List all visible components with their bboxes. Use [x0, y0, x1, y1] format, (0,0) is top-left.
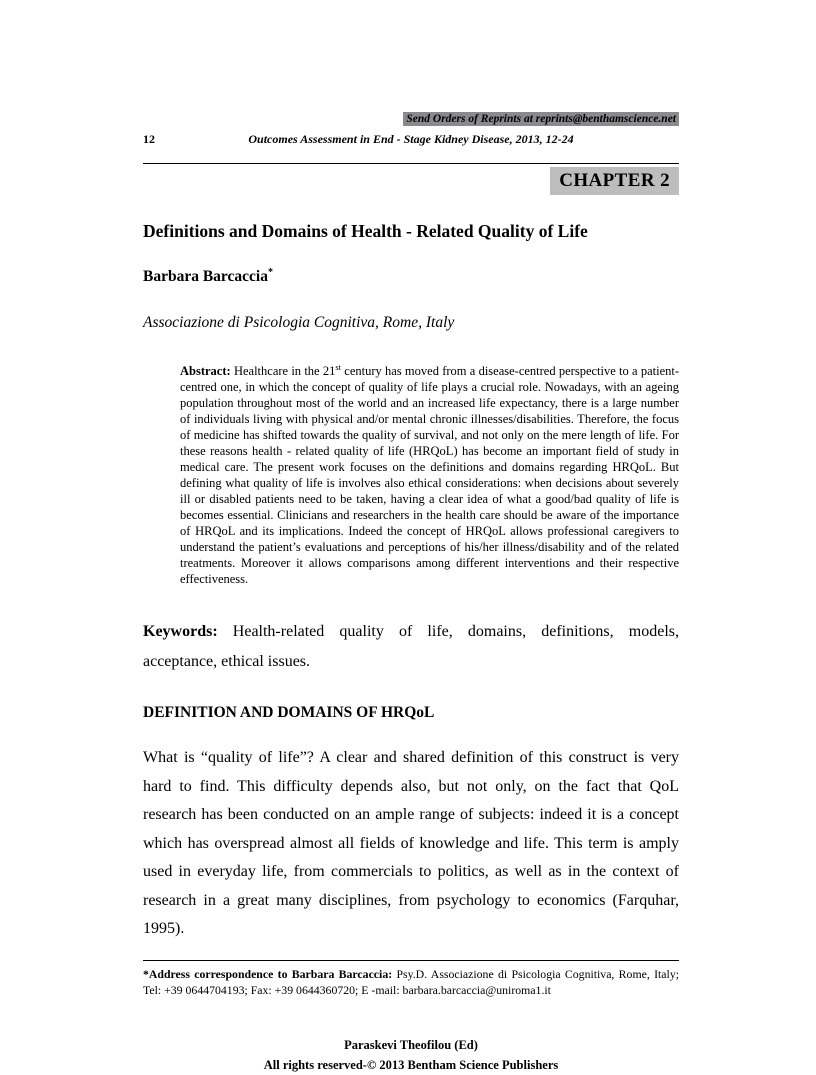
chapter-divider-rule [143, 163, 679, 164]
section-heading: DEFINITION AND DOMAINS OF HRQoL [143, 704, 435, 722]
keywords-label: Keywords: [143, 623, 218, 641]
running-head [143, 132, 679, 147]
footnote-label: *Address correspondence to Barbara Barcaccia: [143, 966, 393, 981]
rights-line: All rights reserved-© 2013 Bentham Science Publishers [263, 1057, 559, 1072]
abstract-label: Abstract: [180, 364, 231, 379]
author-line [143, 267, 679, 286]
publisher-footer [143, 1036, 679, 1075]
chapter-row [143, 167, 679, 195]
page-content [143, 0, 679, 1075]
page-number: 12 [143, 132, 155, 146]
footnote-text: Psy.D. Associazione di Psicologia Cognitiva, Rome, Italy; Tel: +39 0644704193; Fax: +39 0644360720; E -mail: barbara.barcaccia@uniroma1.it [143, 966, 679, 997]
body-paragraph: What is “quality of life”? A clear and shared definition of this construct is very hard to find. This difficulty depends also, but not only, on the fact that QoL research has been conducted on an ample range of subjects: indeed it is a concept which has overspread almost all fields of knowledge and life. This term is amply used in everyday life, from commercials to politics, as well as in the context of research in a great many disciplines, from psychology to economics (Farquhar, 1995). [143, 749, 679, 938]
reprint-notice: Send Orders of Reprints at reprints@benthamscience.net [403, 112, 679, 126]
keywords-text: Health-related quality of life, domains, definitions, models, acceptance, ethical issues. [143, 623, 679, 670]
author-name: Barbara Barcaccia [143, 268, 268, 286]
abstract-text-start: Healthcare in the 21 [233, 364, 336, 379]
author-affiliation: Associazione di Psicologia Cognitiva, Rome, Italy [143, 314, 455, 332]
abstract-block [180, 362, 679, 587]
editor-line: Paraskevi Theofilou (Ed) [344, 1038, 478, 1053]
abstract-text-rest: century has moved from a disease-centred perspective to a patient-centred one, in which the concept of quality of life plays a crucial role. Nowadays, with an ageing population throughout most of the world and an increased life expectancy, there is a large number of individuals living with physical and/or mental chronic illnesses/disabilities. Therefore, the focus of medicine has shifted towards the quality of survival, and not only on the mere length of life. For these reasons health - related quality of life (HRQoL) has become an important field of study in medical care. The present work focuses on the definitions and domains regarding HRQoL. But defining what quality of life is involves also ethical considerations: when decisions about severely ill or disabled patients need to be taken, having a clear idea of what a good/bad quality of life is becomes essential. Clinicians and researchers in the health care should be aware of the importance of HRQoL and its implications. Indeed the concept of HRQoL allows professional caregivers to understand the patient’s evaluations and perceptions of his/her illness/disability and of the related treatments. Moreover it allows comparisons among different interventions and their respective effectiveness. [180, 364, 679, 587]
ordinal-superscript: st [335, 362, 342, 373]
author-footnote-mark: * [267, 266, 273, 278]
reprint-notice-line [143, 112, 679, 127]
chapter-label: CHAPTER 2 [550, 167, 679, 195]
correspondence-footnote [143, 960, 679, 999]
keywords-block [143, 617, 679, 676]
chapter-title: Definitions and Domains of Health - Related Quality of Life [143, 221, 588, 241]
running-title: Outcomes Assessment in End - Stage Kidney Disease, 2013, 12-24 [248, 132, 574, 146]
